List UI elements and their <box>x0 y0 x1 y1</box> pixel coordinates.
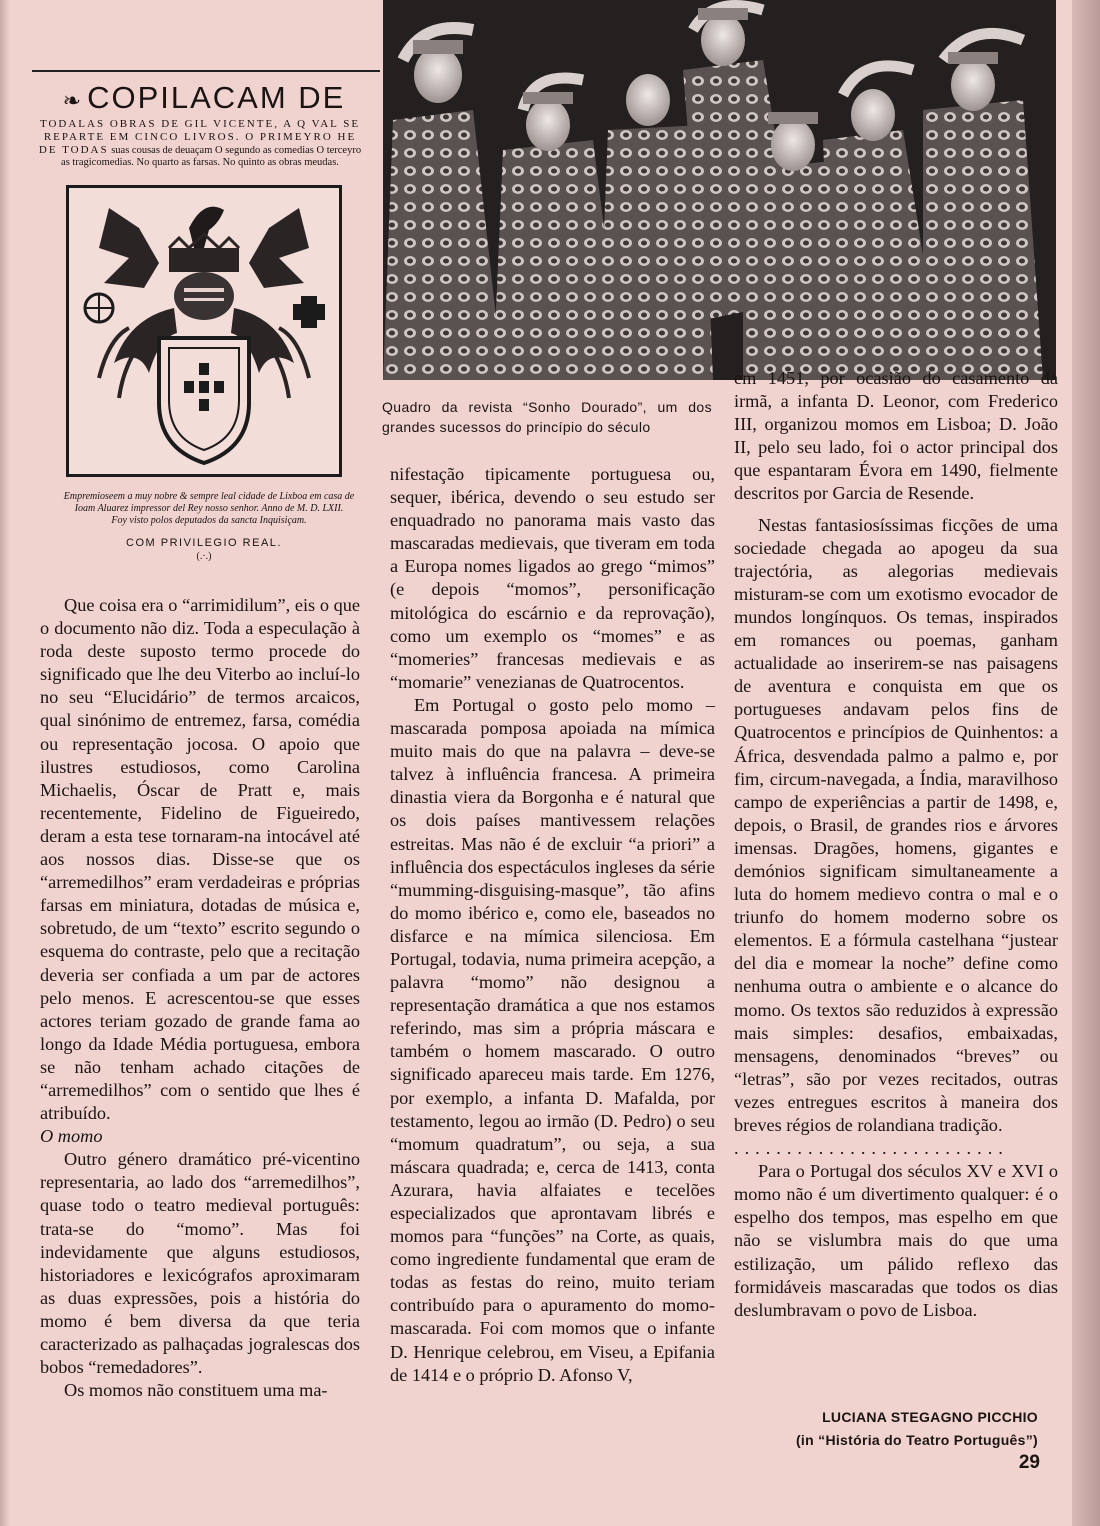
paragraph: Outro género dramático pré-vicentino representaria, ao lado dos “arremedilhos”, quase todo o teatro medieval português: trata-se do “momo”. Mas foi indevidamente que alguns estudiosos, historiadores e lexicógrafos aproximaram as duas expressões, pois a história do momo é bem diversa da que teria caracterizado as palhaçadas jogralescas dos bobos “remedadores”. <box>40 1149 360 1378</box>
author-credit <box>770 1406 1038 1452</box>
imprint-text: Empremioseem a muy nobre & sempre leal cidade de Lixboa em casa de Ioam Aluarez impressor del Rey nosso senhor. Anno de M. D. LXII. <box>63 491 355 514</box>
paragraph: Para o Portugal dos séculos XV e XVI o momo não é um divertimento qualquer: é o espelho dos tempos, mas espelho em que não se vislumbra mais do que uma estilização, um pálido reflexo das formidáveis mascaradas que todos os dias deslumbravam o povo de Lisboa. <box>734 1161 1058 1320</box>
section-subhead: O momo <box>40 1126 103 1147</box>
section-divider: .......................... <box>734 1138 1009 1159</box>
page-number: 29 <box>1018 1452 1040 1473</box>
text-column-2 <box>390 463 715 1387</box>
page-gutter-shadow <box>0 0 10 1526</box>
author-name: LUCIANA STEGAGNO PICCHIO <box>822 1409 1038 1425</box>
source-reference: (in “História do Teatro Português”) <box>795 1432 1038 1448</box>
text-column-3 <box>734 367 1058 1322</box>
ornament-icon: ❧ <box>62 88 84 113</box>
facsimile-subtitle-rest: suas cousas de deuaçam O segundo as comedias O terceyro as tragicomedias. No quarto as farsas. No quinto as obras meudas. <box>61 145 362 168</box>
dancers-photograph <box>383 0 1056 380</box>
facsimile-imprint <box>60 491 358 527</box>
paragraph: em 1451, por ocasião do casamento da irmã, a infanta D. Leonor, com Frederico III, organizou momos em Lisboa; D. João II, pelo seu lado, foi o actor principal dos que espantaram Évora em 1490, fielmente descritos por Garcia de Resende. <box>734 368 1058 504</box>
facsimile-title-text: COPILACAM DE <box>87 80 346 115</box>
facsimile-subtitle <box>36 118 364 169</box>
paragraph: Nestas fantasiosíssimas ficções de uma sociedade chegada ao apogeu da sua trajectória, as alegorias medievais misturam-se com um exotismo evocador de mundos longínquos. Os temas, inspirados em romances ou poemas, ganham actualidade ao inserirem-se nas paisagens de aventura e conquista em que os portugueses andavam pelos fins de Quatrocentos e princípios de Quinhentos: a África, desvendada palmo a palmo e, por fim, circum-navegada, a Índia, maravilhoso campo de experiências a partir de 1498, e, depois, o Brasil, de grandes rios e árvores imensas. Dragões, homens, gigantes e demónios significam simultaneamente a luta do homem medievo contra o mal e o triunfo do homem moderno sobre os elementos. E a fórmula castelhana “justear del dia e momear la noche” define como nenhuma outra o ambiente e o alcance do momo. Os textos são reduzidos à expressão mais simples: desafios, embaixadas, mensagens, denominados “breves” ou “letras”, são por vezes recitados, outras vezes entregues escritos à maneira dos breves régios de rolandiana tradição. <box>734 514 1058 1135</box>
top-rule <box>32 70 380 72</box>
paragraph: Os momos não constituem uma ma- <box>64 1380 328 1401</box>
paragraph: nifestação tipicamente portuguesa ou, sequer, ibérica, devendo o seu estudo ser enquadrado no panorama mais vasto das mascaradas medievais, que tiveram em toda a Europa nomes ligados ao grego “mimos” (e depois “momos”, personificação mitológica do escárnio e da reprovação), como um exemplo os “momes” e as “momeries” francesas medievais e as “momarie” venezianas de Quatrocentos. <box>390 464 715 692</box>
facsimile-subtitle-caps: TODALAS OBRAS DE GIL VICENTE, A Q VAL SE REPARTE EM CINCO LIVROS. O PRIMEYRO HE DE TODAS <box>38 118 361 156</box>
printer-mark: (.·.) <box>196 551 212 562</box>
photo-caption: Quadro da revista “Sonho Dourado”, um dos grandes sucessos do princípio do século <box>382 399 712 435</box>
text-column-1 <box>40 594 360 1402</box>
page-edge-shadow <box>1072 0 1100 1526</box>
imprint-note: Foy visto polos deputados da sancta Inquisiçam. <box>111 515 307 526</box>
paragraph: Que coisa era o “arrimidilum”, eis o que o documento não diz. Toda a especulação à roda deste suposto termo procede do significado que lhe deu Viterbo ao incluí-lo no seu “Elucidário” de termos arcaicos, qual sinónimo de entremez, farsa, comédia ou representação jocosa. O apoio que ilustres estudiosos, como Carolina Michaelis, Óscar de Pratt e, mais recentemente, Fidelino de Figueiredo, deram a esta tese tornaram-na intocável até aos nossos dias. Disse-se que os “arremedilhos” eram verdadeiras e próprias farsas em miniatura, dotadas de música e, sobretudo, de um “texto” escrito segundo o esquema do contraste, pelo que a recitação deveria ser confiada a um par de actores pelo menos. E acrescentou-se que esses actores teriam gozado de grande fama ao longo da Idade Média portuguesa, embora se não tenham achado citações de “arremedilhos” com o sentido que lhes é atribuído. <box>40 595 360 1124</box>
facsimile-title <box>30 80 378 116</box>
coat-of-arms-icon <box>69 188 339 474</box>
woodcut-coat-of-arms <box>66 185 342 477</box>
royal-privilege: COM PRIVILEGIO REAL. <box>126 537 282 549</box>
facsimile-title-page <box>30 78 378 593</box>
paragraph: Em Portugal o gosto pelo momo – mascarada pomposa apoiada na mímica muito mais do que na palavra – deve-se talvez à influência francesa. A primeira dinastia viera da Borgonha e é natural que os dois países mantivessem relações estreitas. Mas não é de excluir “a priori” a influência dos espectáculos ingleses da série “mumming-disguising-masque”, tão afins do momo ibérico e, como ele, baseados no disfarce e na mímica silenciosa. Em Portugal, todavia, numa primeira acepção, a palavra “momo” não designou a representação dramática a que nos estamos referindo, mas sim a própria máscara e também o homem mascarado. O outro significado apareceu mais tarde. Em 1276, por exemplo, a infanta D. Mafalda, por testamento, legou ao irmão (D. Pedro) o seu “momum quadratum”, ou seja, a sua máscara quadrada; e, cerca de 1413, conta Azurara, havia alfaiates e tecelões especializados que aprontavam librés e momos para “funções” na Corte, as quais, como ingrediente fundamental que eram de todas as festas do reino, muito teriam contribuído para o apuramento do momo-mascarada. Foi com momos que o infante D. Henrique celebrou, em Viseu, a Epifania de 1414 e o próprio D. Afonso V, <box>390 694 715 1385</box>
photo-image <box>383 0 1056 380</box>
